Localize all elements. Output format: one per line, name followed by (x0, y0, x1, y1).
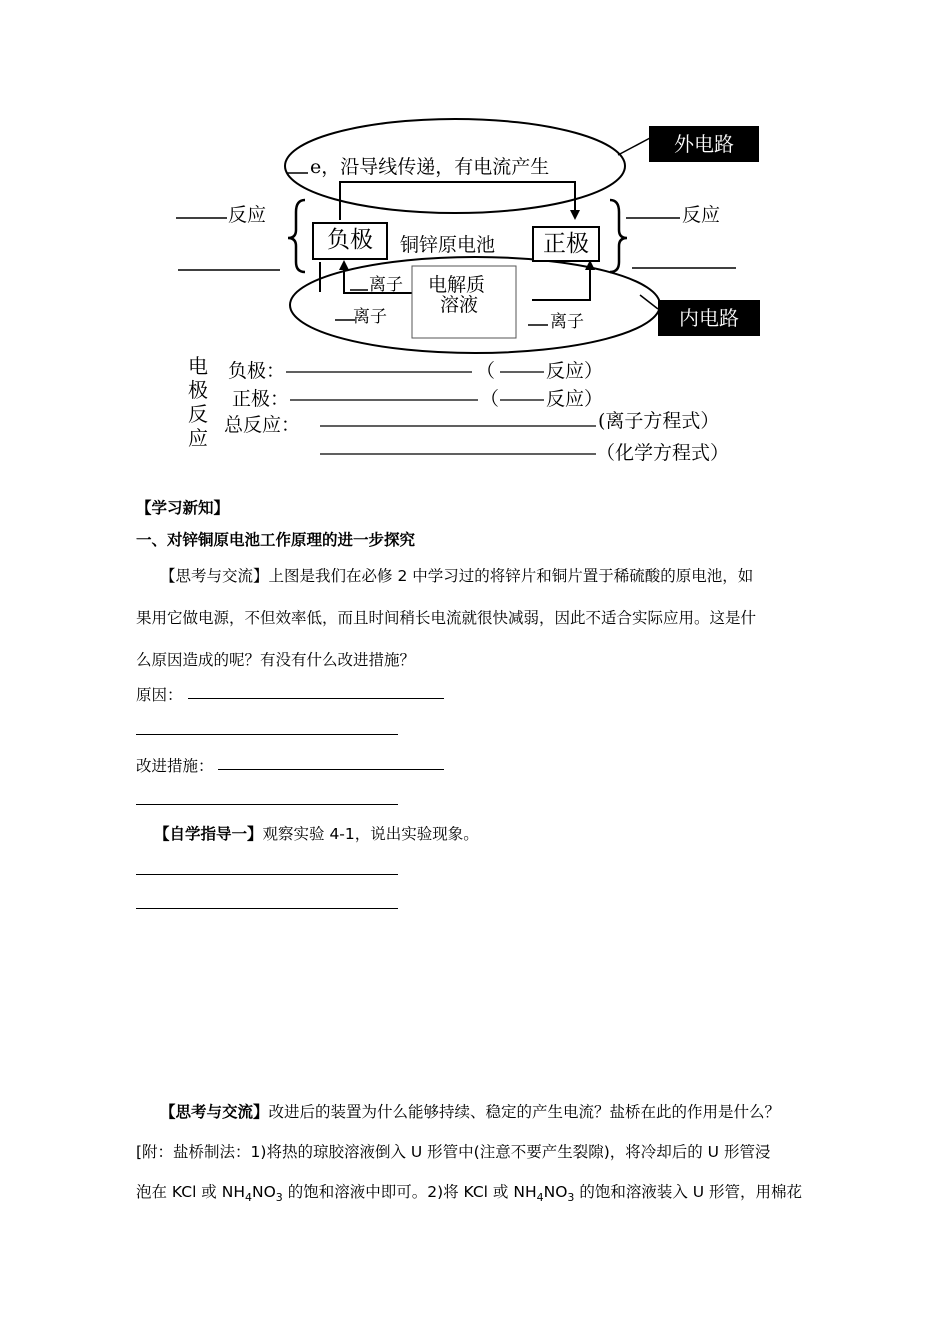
think-exchange-1-label: 【思考与交流】 (160, 567, 269, 585)
reason-label: 原因： (136, 686, 183, 704)
cell-name: 铜锌原电池 (400, 234, 496, 256)
think-exchange-1-line-1: 【思考与交流】上图是我们在必修 2 中学习过的将锌片和铜片置于稀硫酸的原电池，如 (160, 567, 754, 585)
ion-arrow-right (532, 268, 590, 300)
improve-answer-line-2[interactable] (136, 804, 398, 805)
think-exchange-1-line-2: 果用它做电源，不但效率低，而且时间稍长电流就很快减弱，因此不适合实际应用。这是什 (136, 609, 757, 627)
side-char-2: 极 (188, 378, 208, 402)
section-heading: 【学习新知】 (136, 499, 230, 517)
negative-reaction-suffix: 反应） (546, 360, 604, 382)
electron-flow-text: e，沿导线传递，有电流产生 (310, 156, 550, 178)
chemical-equation-label: （化学方程式） (596, 442, 730, 464)
improve-label: 改进措施： (136, 757, 214, 775)
guide-answer-line-1[interactable] (136, 874, 398, 875)
reason-answer-line-1[interactable] (188, 698, 444, 699)
side-char-3: 反 (188, 402, 208, 426)
side-char-1: 电 (188, 354, 208, 378)
total-reaction-label: 总反应： (224, 414, 301, 436)
left-reaction-label: 反应 (228, 204, 267, 226)
ion-right: 离子 (550, 312, 584, 332)
electrolyte-line-2: 溶液 (440, 294, 479, 316)
appendix-line-2: 泡在 KCl 或 $NH_4NO_3$ 的饱和溶液中即可。2)将 KCl 或 $NH_4NO_3$ 的饱和溶液装入 U 形管，用棉花 (136, 1183, 803, 1204)
guide-answer-line-2[interactable] (136, 908, 398, 909)
positive-reaction-label: 正极： (232, 388, 290, 410)
left-brace (288, 200, 305, 272)
negative-electrode: 负极 (312, 222, 388, 260)
right-reaction-label: 反应 (682, 204, 721, 226)
think-exchange-2: 【思考与交流】改进后的装置为什么能够持续、稳定的产生电流？盐桥在此的作用是什么？ (160, 1103, 781, 1121)
negative-open-paren: （ (476, 360, 496, 382)
think-exchange-2-label: 【思考与交流】 (160, 1103, 269, 1121)
self-study-guide-1-label: 【自学指导一】 (154, 825, 263, 843)
ionic-equation-label: (离子方程式） (598, 410, 720, 432)
positive-open-paren: （ (480, 388, 500, 410)
electrolyte-line-1: 电解质 (428, 274, 486, 296)
positive-electrode: 正极 (532, 226, 600, 262)
electron-flow-arrow (340, 182, 575, 220)
negative-reaction-label: 负极： (228, 360, 286, 382)
improve-answer-line-1[interactable] (218, 769, 444, 770)
positive-reaction-suffix: 反应） (546, 388, 604, 410)
appendix-line-1: [附：盐桥制法：1)将热的琼胶溶液倒入 U 形管中(注意不要产生裂隙)，将冷却后的 U 形管浸 (136, 1143, 771, 1161)
ion-lower-left: 离子 (353, 307, 387, 327)
right-brace (610, 200, 627, 272)
external-circuit-label: 外电路 (649, 126, 759, 162)
subsection-heading: 一、对锌铜原电池工作原理的进一步探究 (136, 531, 416, 549)
think-exchange-1-line-3: 么原因造成的呢？有没有什么改进措施？ (136, 651, 416, 669)
side-char-4: 应 (188, 426, 208, 450)
reason-answer-line-2[interactable] (136, 734, 398, 735)
self-study-guide-1: 【自学指导一】观察实验 4-1，说出实验现象。 (154, 825, 479, 843)
internal-circuit-label: 内电路 (658, 300, 760, 336)
ion-upper-left: 离子 (369, 275, 403, 295)
